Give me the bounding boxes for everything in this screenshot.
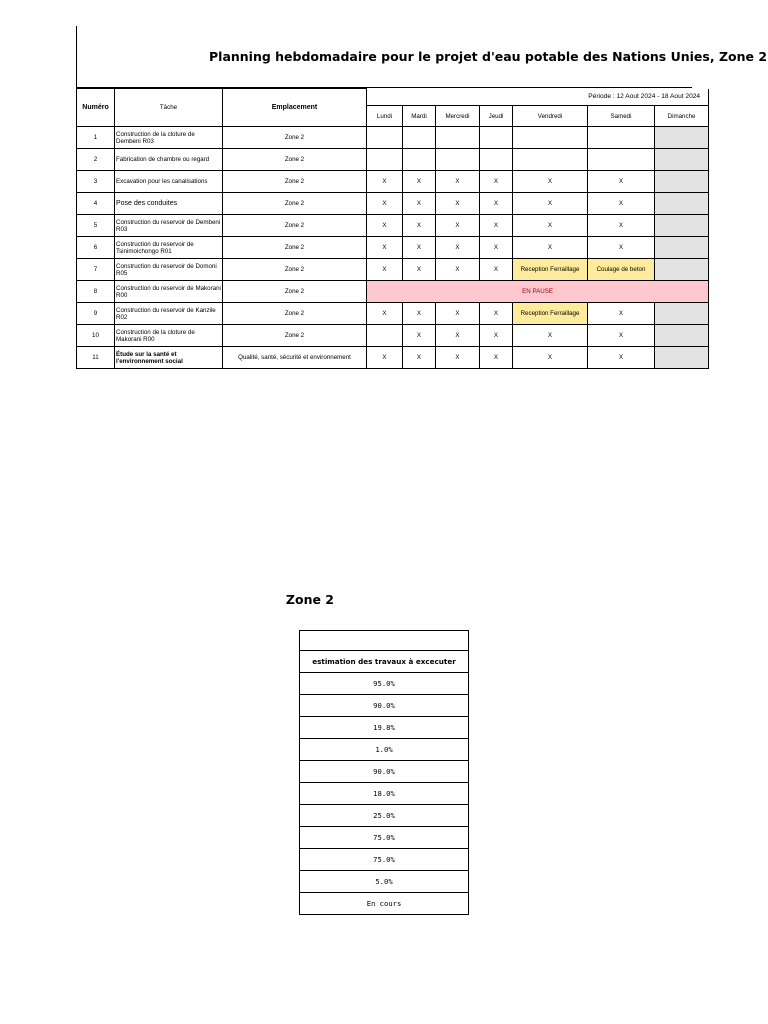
- table-row: [77, 215, 709, 237]
- header-day: Vendredi: [513, 106, 588, 127]
- estimation-row: [300, 871, 469, 893]
- estimation-value: 90.0%: [300, 695, 469, 717]
- estimation-value: 18.0%: [300, 783, 469, 805]
- cell-day: X: [403, 237, 436, 259]
- cell-emplacement: Zone 2: [223, 193, 367, 215]
- cell-day: [588, 127, 655, 149]
- cell-numero: 3: [77, 171, 115, 193]
- estimation-row: [300, 827, 469, 849]
- table-row: [77, 259, 709, 281]
- cell-day: [367, 149, 403, 171]
- estimation-value: En cours: [300, 893, 469, 915]
- cell-day: [367, 325, 403, 347]
- cell-numero: 6: [77, 237, 115, 259]
- cell-day: [480, 149, 513, 171]
- estimation-blank-cell: [300, 631, 469, 651]
- cell-tache: Construction du reservoir de Dembeni R03: [115, 215, 223, 237]
- cell-day: X: [367, 215, 403, 237]
- cell-emplacement: Qualité, santé, sécurité et environnement: [223, 347, 367, 369]
- cell-emplacement: Zone 2: [223, 171, 367, 193]
- page-title: Planning hebdomadaire pour le projet d'eau potable des Nations Unies, Zone 2: [209, 49, 768, 64]
- cell-day: X: [588, 171, 655, 193]
- cell-day: [513, 149, 588, 171]
- cell-day: X: [436, 237, 480, 259]
- estimation-value: 75.0%: [300, 849, 469, 871]
- cell-day: [403, 149, 436, 171]
- cell-day: X: [480, 325, 513, 347]
- table-header-row: [77, 89, 709, 106]
- cell-day: Reception Ferraillage: [513, 303, 588, 325]
- table-row: [77, 325, 709, 347]
- planning-table: [76, 88, 709, 369]
- cell-emplacement: Zone 2: [223, 303, 367, 325]
- cell-day: [655, 237, 709, 259]
- cell-day: X: [480, 215, 513, 237]
- cell-day: [655, 149, 709, 171]
- table-row: [77, 127, 709, 149]
- table-row: [77, 193, 709, 215]
- cell-emplacement: Zone 2: [223, 281, 367, 303]
- cell-tache: Construction de la cloture de Makorani R00: [115, 325, 223, 347]
- cell-emplacement: Zone 2: [223, 149, 367, 171]
- cell-day: [513, 127, 588, 149]
- estimation-header: estimation des travaux à excecuter: [300, 651, 469, 673]
- estimation-value: 90.0%: [300, 761, 469, 783]
- cell-day: X: [513, 171, 588, 193]
- table-row: [77, 281, 709, 303]
- estimation-row: [300, 717, 469, 739]
- cell-tache: Pose des conduites: [115, 193, 223, 215]
- cell-day: X: [588, 325, 655, 347]
- cell-day: X: [403, 303, 436, 325]
- cell-day: X: [367, 347, 403, 369]
- cell-day: Reception Ferraillage: [513, 259, 588, 281]
- cell-day: [655, 303, 709, 325]
- estimation-header-row: [300, 651, 469, 673]
- estimation-row: [300, 695, 469, 717]
- cell-day: X: [480, 171, 513, 193]
- cell-day: [655, 347, 709, 369]
- cell-day: X: [436, 215, 480, 237]
- cell-day: X: [436, 193, 480, 215]
- table-row: [77, 171, 709, 193]
- cell-day: X: [436, 325, 480, 347]
- cell-day: X: [403, 171, 436, 193]
- estimation-row: [300, 761, 469, 783]
- cell-numero: 7: [77, 259, 115, 281]
- cell-emplacement: Zone 2: [223, 237, 367, 259]
- cell-numero: 4: [77, 193, 115, 215]
- cell-day: X: [480, 303, 513, 325]
- estimation-value: 25.0%: [300, 805, 469, 827]
- estimation-row: [300, 783, 469, 805]
- header-day: Lundi: [367, 106, 403, 127]
- estimation-value: 1.0%: [300, 739, 469, 761]
- estimation-blank-row: [300, 631, 469, 651]
- cell-day: X: [513, 193, 588, 215]
- cell-numero: 5: [77, 215, 115, 237]
- cell-day: X: [513, 237, 588, 259]
- cell-tache: Fabrication de chambre ou regard: [115, 149, 223, 171]
- cell-day: X: [436, 259, 480, 281]
- cell-day: [655, 171, 709, 193]
- header-day: Samedi: [588, 106, 655, 127]
- cell-day: [403, 127, 436, 149]
- cell-day: X: [513, 347, 588, 369]
- cell-day: X: [403, 347, 436, 369]
- cell-day: [367, 127, 403, 149]
- cell-day: X: [403, 193, 436, 215]
- cell-day: X: [367, 171, 403, 193]
- cell-day: X: [480, 259, 513, 281]
- table-row: [77, 149, 709, 171]
- cell-emplacement: Zone 2: [223, 215, 367, 237]
- cell-numero: 2: [77, 149, 115, 171]
- cell-day: [655, 193, 709, 215]
- cell-pause-status: EN PAUSE: [367, 281, 709, 303]
- zone-label: Zone 2: [285, 592, 334, 607]
- cell-day: [480, 127, 513, 149]
- cell-day: X: [367, 193, 403, 215]
- cell-day: X: [480, 193, 513, 215]
- cell-tache: Construction de la cloture de Dembeni R03: [115, 127, 223, 149]
- estimation-row: [300, 739, 469, 761]
- cell-tache: Construction du reservoir de Domoni R05: [115, 259, 223, 281]
- cell-tache: Construction du reservoir de Tsinimoichongo R01: [115, 237, 223, 259]
- header-day: Jeudi: [480, 106, 513, 127]
- cell-day: X: [367, 303, 403, 325]
- estimation-row: [300, 893, 469, 915]
- header-tache: Tâche: [115, 89, 223, 127]
- cell-emplacement: Zone 2: [223, 259, 367, 281]
- cell-day: X: [436, 171, 480, 193]
- header-day: Dimanche: [655, 106, 709, 127]
- estimation-row: [300, 849, 469, 871]
- cell-day: X: [403, 215, 436, 237]
- estimation-value: 19.8%: [300, 717, 469, 739]
- cell-day: X: [403, 325, 436, 347]
- cell-tache: Construction du reservoir de Makorani R00: [115, 281, 223, 303]
- cell-day: X: [436, 347, 480, 369]
- header-day: Mercredi: [436, 106, 480, 127]
- cell-day: X: [436, 303, 480, 325]
- cell-numero: 8: [77, 281, 115, 303]
- cell-day: X: [513, 325, 588, 347]
- cell-numero: 1: [77, 127, 115, 149]
- cell-tache: Excavation pour les canalisations: [115, 171, 223, 193]
- cell-day: X: [367, 259, 403, 281]
- cell-emplacement: Zone 2: [223, 127, 367, 149]
- cell-day: X: [588, 215, 655, 237]
- header-day: Mardi: [403, 106, 436, 127]
- cell-day: X: [588, 303, 655, 325]
- cell-day: Coulage de beton: [588, 259, 655, 281]
- cell-day: [436, 127, 480, 149]
- cell-day: [655, 325, 709, 347]
- cell-numero: 9: [77, 303, 115, 325]
- estimation-value: 95.0%: [300, 673, 469, 695]
- estimation-row: [300, 673, 469, 695]
- table-row: [77, 237, 709, 259]
- cell-day: X: [513, 215, 588, 237]
- cell-day: [655, 215, 709, 237]
- header-periode: Période : 12 Aout 2024 - 18 Aout 2024: [367, 89, 709, 106]
- cell-day: [588, 149, 655, 171]
- header-emplacement: Emplacement: [223, 89, 367, 127]
- cell-day: [436, 149, 480, 171]
- cell-day: X: [588, 347, 655, 369]
- estimation-value: 5.0%: [300, 871, 469, 893]
- cell-day: [655, 259, 709, 281]
- cell-emplacement: Zone 2: [223, 325, 367, 347]
- cell-day: X: [480, 237, 513, 259]
- cell-day: X: [588, 193, 655, 215]
- cell-numero: 10: [77, 325, 115, 347]
- planning-table-viewport: [76, 88, 701, 374]
- cell-day: [655, 127, 709, 149]
- cell-tache: Construction du reservoir de Kanzile R02: [115, 303, 223, 325]
- estimation-row: [300, 805, 469, 827]
- cell-day: X: [480, 347, 513, 369]
- table-row: [77, 347, 709, 369]
- cell-numero: 11: [77, 347, 115, 369]
- sheet-left-border: [76, 26, 77, 88]
- cell-tache: Étude sur la santé et l'environnement social: [115, 347, 223, 369]
- header-numero: Numéro: [77, 89, 115, 127]
- cell-day: X: [588, 237, 655, 259]
- estimation-table: [299, 630, 469, 915]
- estimation-value: 75.0%: [300, 827, 469, 849]
- cell-day: X: [367, 237, 403, 259]
- table-row: [77, 303, 709, 325]
- cell-day: X: [403, 259, 436, 281]
